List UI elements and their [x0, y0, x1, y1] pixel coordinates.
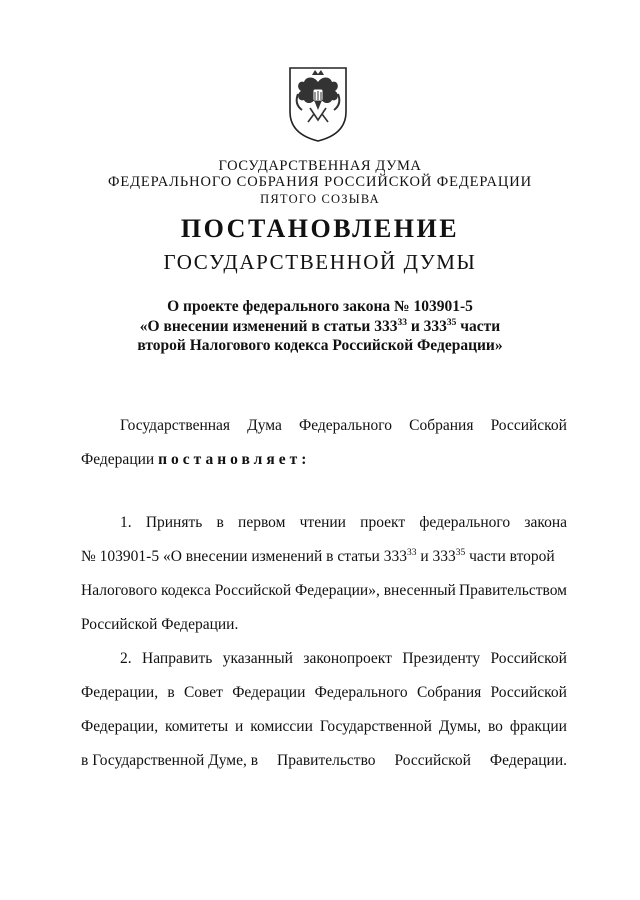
subject-line-1: О проекте федерального закона № 103901-5 — [167, 298, 473, 315]
item1-line-1: 1. Принять в первом чтении проект федерального закона — [120, 514, 567, 531]
document-title: ПОСТАНОВЛЕНИЕ — [180, 214, 460, 243]
item1-line-2: № 103901-5 «О внесении изменений в статьи $333^{33}$ и $333^{35}$ части второй — [81, 548, 555, 565]
header-line-2: ФЕДЕРАЛЬНОГО СОБРАНИЯ РОССИЙСКОЙ ФЕДЕРАЦИИ — [107, 174, 533, 190]
item2-line-1: 2. Направить указанный законопроект Президенту Российской — [120, 650, 567, 667]
subject-line-3: второй Налогового кодекса Российской Федерации» — [137, 337, 503, 354]
preamble-line-2: Федерации постановляет: — [81, 451, 311, 468]
item2-line-4: в Государственной Думе, в Правительство Российской Федерации. — [81, 752, 567, 769]
subject-line-2: «О внесении изменений в статьи $333^{33}$ и $333^{35}$ части — [139, 318, 501, 335]
item2-line-2: Федерации, в Совет Федерации Федерального Собрания Российской — [81, 684, 567, 701]
preamble-line-1: Государственная Дума Федерального Собрания Российской — [120, 417, 567, 434]
document-subtitle: ГОСУДАРСТВЕННОЙ ДУМЫ — [163, 250, 477, 274]
state-emblem-icon — [284, 64, 352, 144]
decree-word: постановляет: — [158, 451, 311, 468]
header-line-3: ПЯТОГО СОЗЫВА — [260, 192, 380, 206]
header-line-1: ГОСУДАРСТВЕННАЯ ДУМА — [218, 158, 422, 174]
item1-line-3: Налогового кодекса Российской Федерации», внесенный Правительством — [81, 582, 567, 599]
item2-line-3: Федерации, комитеты и комиссии Государственной Думы, во фракции — [81, 718, 567, 735]
item1-line-4: Российской Федерации. — [81, 616, 239, 633]
